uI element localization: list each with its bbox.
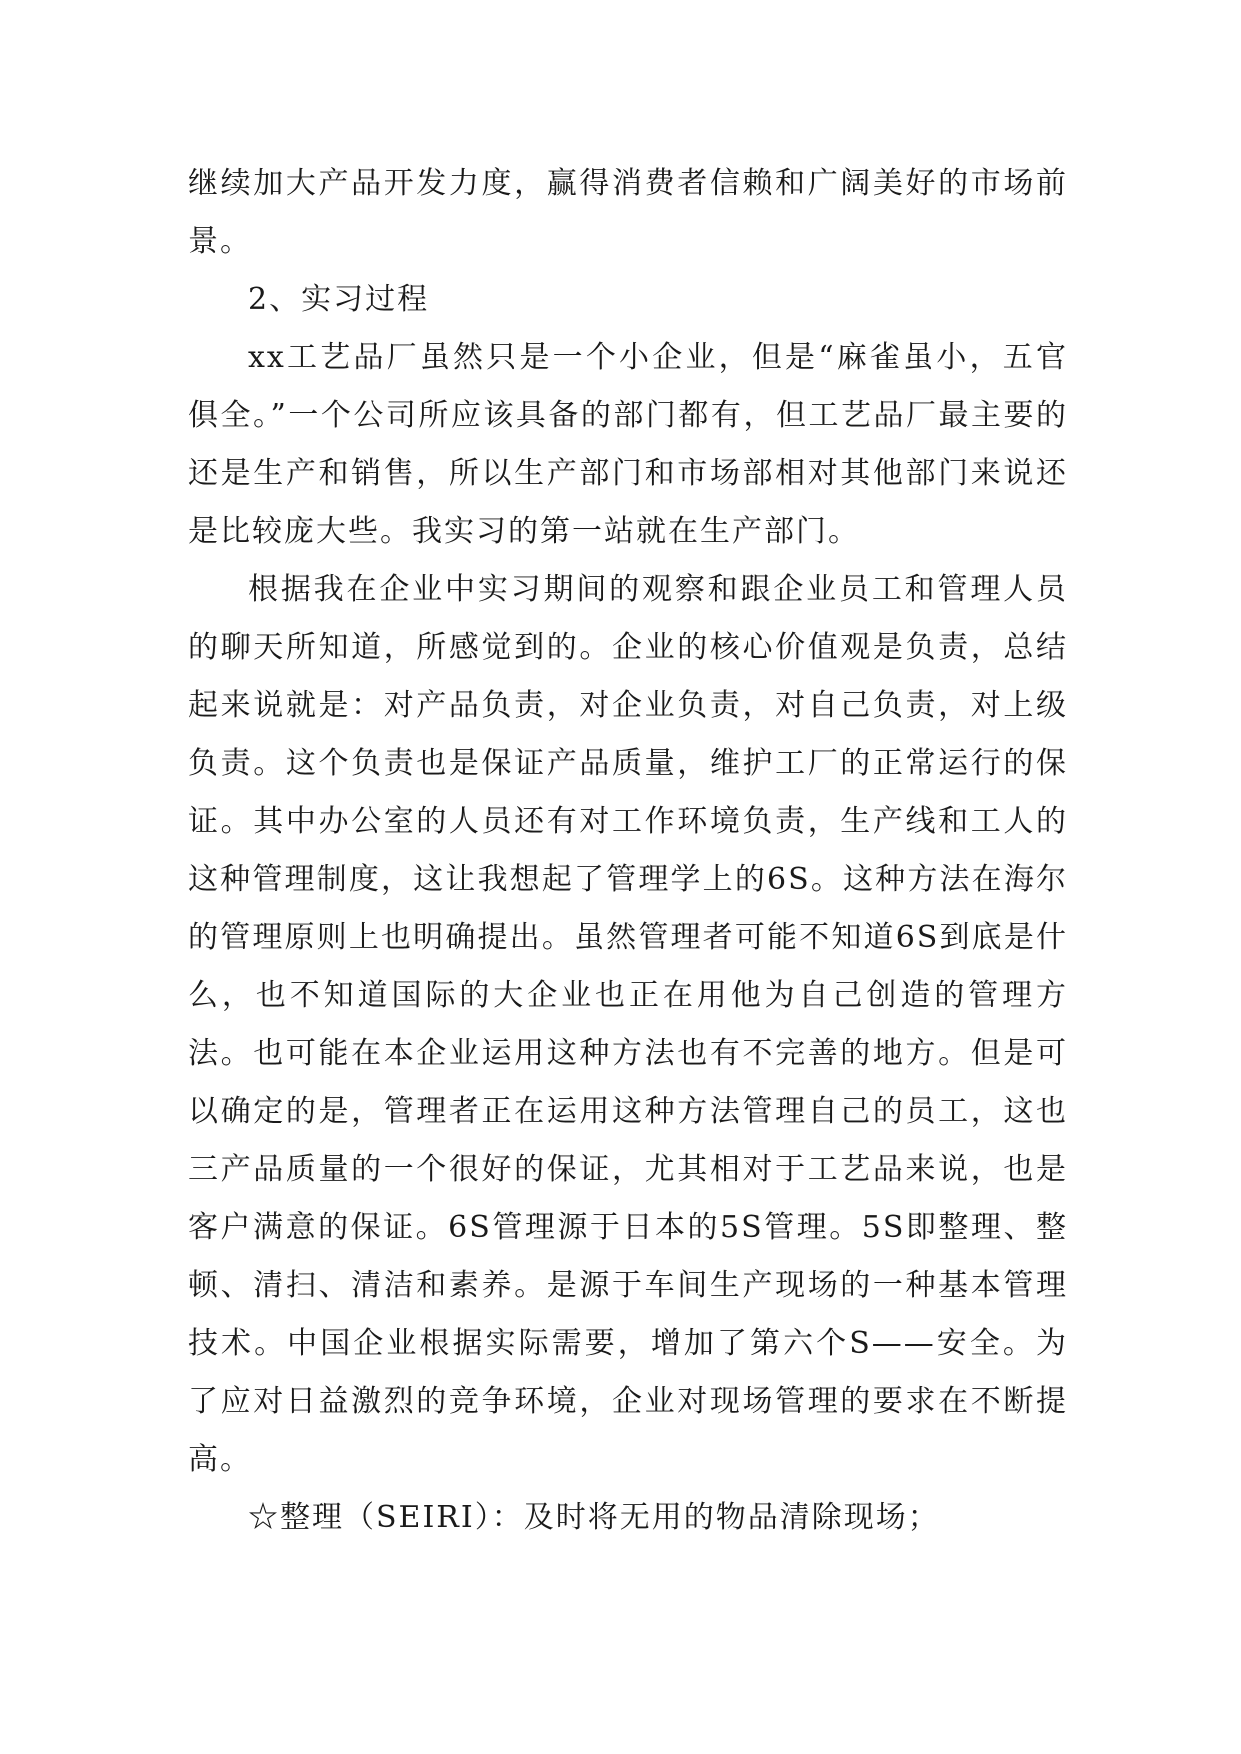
paragraph-company-overview: xx工艺品厂虽然只是一个小企业，但是“麻雀虽小，五官俱全。”一个公司所应该具备的部门都有，但工艺品厂最主要的还是生产和销售，所以生产部门和市场部相对其他部门来说还是比较庞大些。我实习的第一站就在生产部门。 [188,340,1068,549]
paragraph-continuation: 继续加大产品开发力度，赢得消费者信赖和广阔美好的市场前景。 [188,166,1068,259]
section-heading-internship-process: 2、实习过程 [248,282,430,317]
document-body [188,155,1068,1547]
paragraph-core-values-6s: 根据我在企业中实习期间的观察和跟企业员工和管理人员的聊天所知道，所感觉到的。企业的核心价值观是负责，总结起来说就是：对产品负责，对企业负责，对自己负责，对上级负责。这个负责也是保证产品质量，维护工厂的正常运行的保证。其中办公室的人员还有对工作环境负责，生产线和工人的这种管理制度，这让我想起了管理学上的6S。这种方法在海尔的管理原则上也明确提出。虽然管理者可能不知道6S到底是什么，也不知道国际的大企业也正在用他为自己创造的管理方法。也可能在本企业运用这种方法也有不完善的地方。但是可以确定的是，管理者正在运用这种方法管理自己的员工，这也三产品质量的一个很好的保证，尤其相对于工艺品来说，也是客户满意的保证。6S管理源于日本的5S管理。5S即整理、整顿、清扫、清洁和素养。是源于车间生产现场的一种基本管理技术。中国企业根据实际需要，增加了第六个S——安全。为了应对日益激烈的竞争环境，企业对现场管理的要求在不断提高。 [188,572,1068,1477]
paragraph-seiri-item: ☆整理（SEIRI）：及时将无用的物品清除现场； [248,1500,940,1535]
